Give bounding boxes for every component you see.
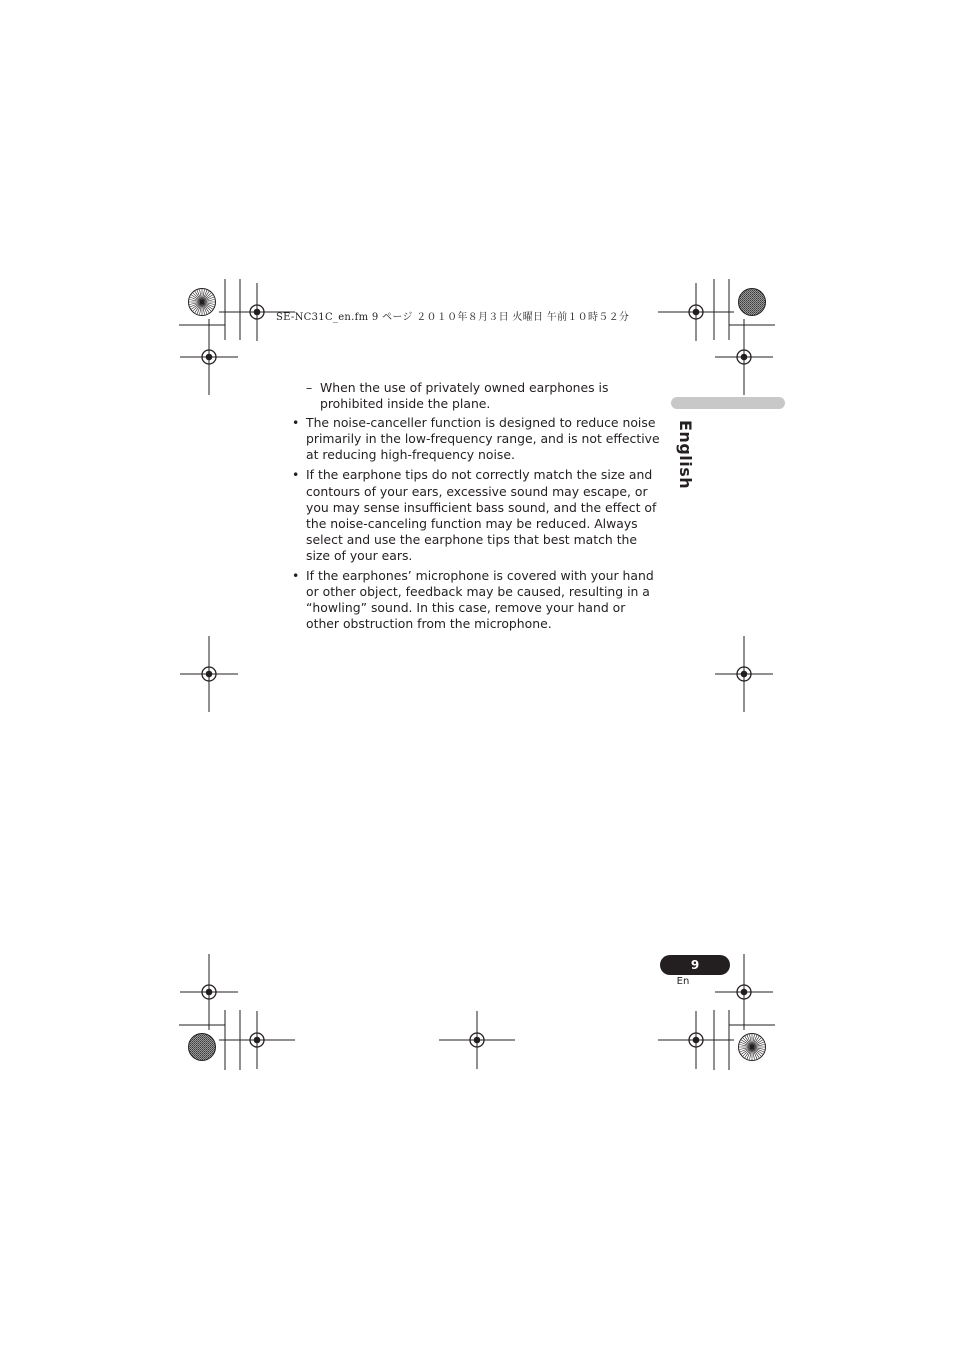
list-item: [292, 467, 662, 564]
list-item-text: When the use of privately owned earphones is prohibited inside the plane.: [320, 380, 609, 412]
list-item-text: The noise-canceller function is designed to reduce noise primarily in the low-frequency range, and is not effective at reducing high-frequency noise.: [306, 415, 660, 463]
notes-list: [292, 380, 662, 636]
bullet-marker: •: [292, 415, 300, 431]
list-item: [292, 380, 662, 412]
bullet-marker: •: [292, 467, 300, 483]
language-tab-bar: [671, 397, 785, 409]
list-item: [292, 568, 662, 632]
bullet-marker: •: [292, 568, 300, 584]
list-item-text: If the earphone tips do not correctly match the size and contours of your ears, excessive sound may escape, or you may sense insufficient bass sound, and the effect of the noise-canceling function may be reduced. Always select and use the earphone tips that best match the size of your ears.: [306, 467, 657, 563]
list-item-text: If the earphones’ microphone is covered with your hand or other object, feedback may be caused, resulting in a “howling” sound. In this case, remove your hand or other obstruction from the microphone.: [306, 568, 654, 632]
file-info-header: SE-NC31C_en.fm 9 ページ ２０１０年８月３日 火曜日 午前１０時５２分: [276, 312, 630, 323]
dash-marker: –: [306, 380, 313, 395]
language-tab-label: English: [676, 420, 695, 490]
list-item: [292, 415, 662, 463]
page-number-badge: 9: [660, 955, 730, 975]
page-language-code: En: [676, 976, 690, 987]
